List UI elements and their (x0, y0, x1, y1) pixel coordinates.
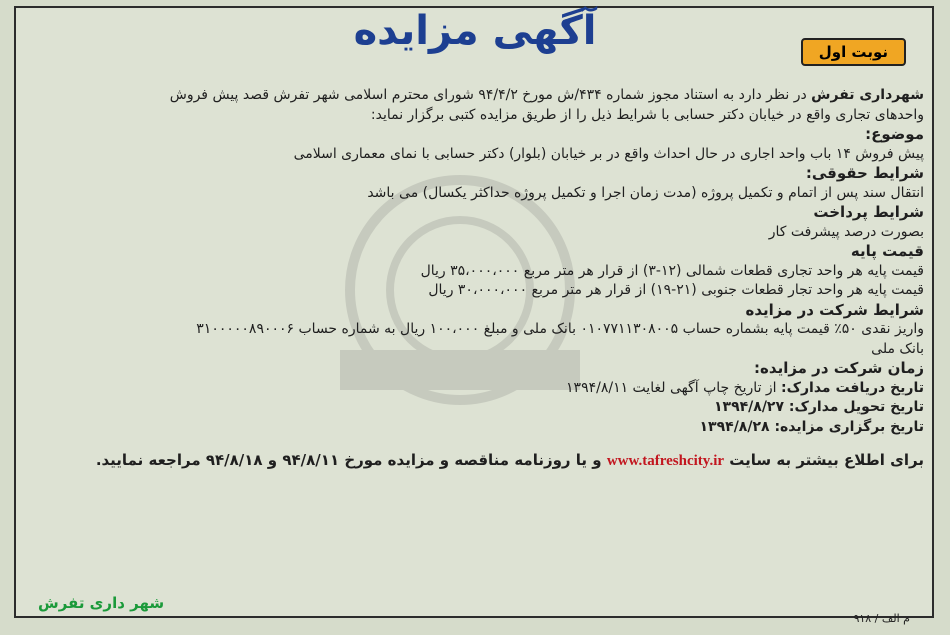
intro-lead: شهرداری تفرش (811, 87, 924, 103)
payment-heading: شرایط پرداخت (813, 203, 924, 221)
deposit-line-2: بانک ملی (871, 340, 924, 357)
first-round-badge: نوبت اول (801, 38, 906, 66)
more-info-after: و یا روزنامه مناقصه و مزایده مورخ ۹۴/۸/۱۱ و ۹۴/۸/۱۸ مراجعه نمایید. (95, 451, 607, 469)
subject-heading: موضوع: (865, 125, 924, 143)
subject-text: پیش فروش ۱۴ باب واحد اجاری در حال احداث واقع در بر خیابان (بلوار) دکتر حسابی با نمای معماری اسلامی (293, 145, 924, 162)
timing-heading: زمان شرکت در مزایده: (754, 359, 924, 377)
participation-heading: شرایط شرکت در مزایده (745, 300, 924, 319)
municipality-signature: شهر داری تفرش (38, 594, 165, 612)
notice-body (24, 86, 924, 472)
docs-deliver-value: ۱۳۹۴/۸/۲۷ (713, 399, 789, 415)
intro-line-1 (24, 86, 924, 106)
auction-date-value: ۱۳۹۴/۸/۲۸ (699, 418, 775, 435)
payment-text: بصورت درصد پیشرفت کار (768, 223, 924, 240)
website-link[interactable]: www.tafreshcity.ir (606, 453, 725, 469)
auction-date-row (24, 418, 924, 438)
base-price-heading: قیمت پایه (850, 242, 924, 260)
more-info-before: برای اطلاع بیشتر به سایت (724, 451, 924, 469)
more-info-line (24, 451, 924, 472)
auction-date-label: تاریخ برگزاری مزایده: (774, 418, 924, 435)
base-price-south: قیمت پایه هر واحد تجار قطعات جنوبی (۲۱-۱۹) از قرار هر متر مربع ۳۰،۰۰۰،۰۰۰ ریال (428, 282, 924, 298)
deposit-line-1: واریز نقدی ۵۰٪ قیمت پایه بشماره حساب ۰۱۰۷۷۱۱۳۰۸۰۰۵ بانک ملی و مبلغ ۱۰۰،۰۰۰ ریال به شماره حساب ۳۱۰۰۰۰۰۸۹۰۰۰۶ (196, 321, 924, 337)
notice-title: آگهی مزایده (353, 8, 597, 54)
intro-rest: در نظر دارد به استناد مجوز شماره ۴۳۴/ش مورخ ۹۴/۴/۲ شورای محترم اسلامی شهر تفرش قصد پیش فروش (169, 87, 812, 103)
legal-text: انتقال سند پس از اتمام و تکمیل پروژه (مدت زمان اجرا و تکمیل پروژه حداکثر یکسال) می باشد (367, 184, 924, 201)
docs-deliver-label: تاریخ تحویل مدارک: (788, 399, 924, 415)
ad-code: م الف / ۹۱۸ (853, 612, 910, 625)
docs-receive-label: تاریخ دریافت مدارک: (781, 379, 924, 396)
legal-heading: شرایط حقوقی: (805, 164, 924, 182)
docs-receive-row (24, 379, 924, 399)
intro-line-2: واحدهای تجاری واقع در خیابان دکتر حسابی با شرایط ذیل را از طریق مزایده کتبی برگزار نماید: (370, 106, 924, 123)
docs-receive-value: از تاریخ چاپ آگهی لغایت ۱۳۹۴/۸/۱۱ (566, 379, 782, 396)
base-price-north: قیمت پایه هر واحد تجاری قطعات شمالی (۱۲-۳) از قرار هر متر مربع ۳۵،۰۰۰،۰۰۰ ریال (420, 262, 924, 279)
docs-deliver-row (24, 398, 924, 418)
